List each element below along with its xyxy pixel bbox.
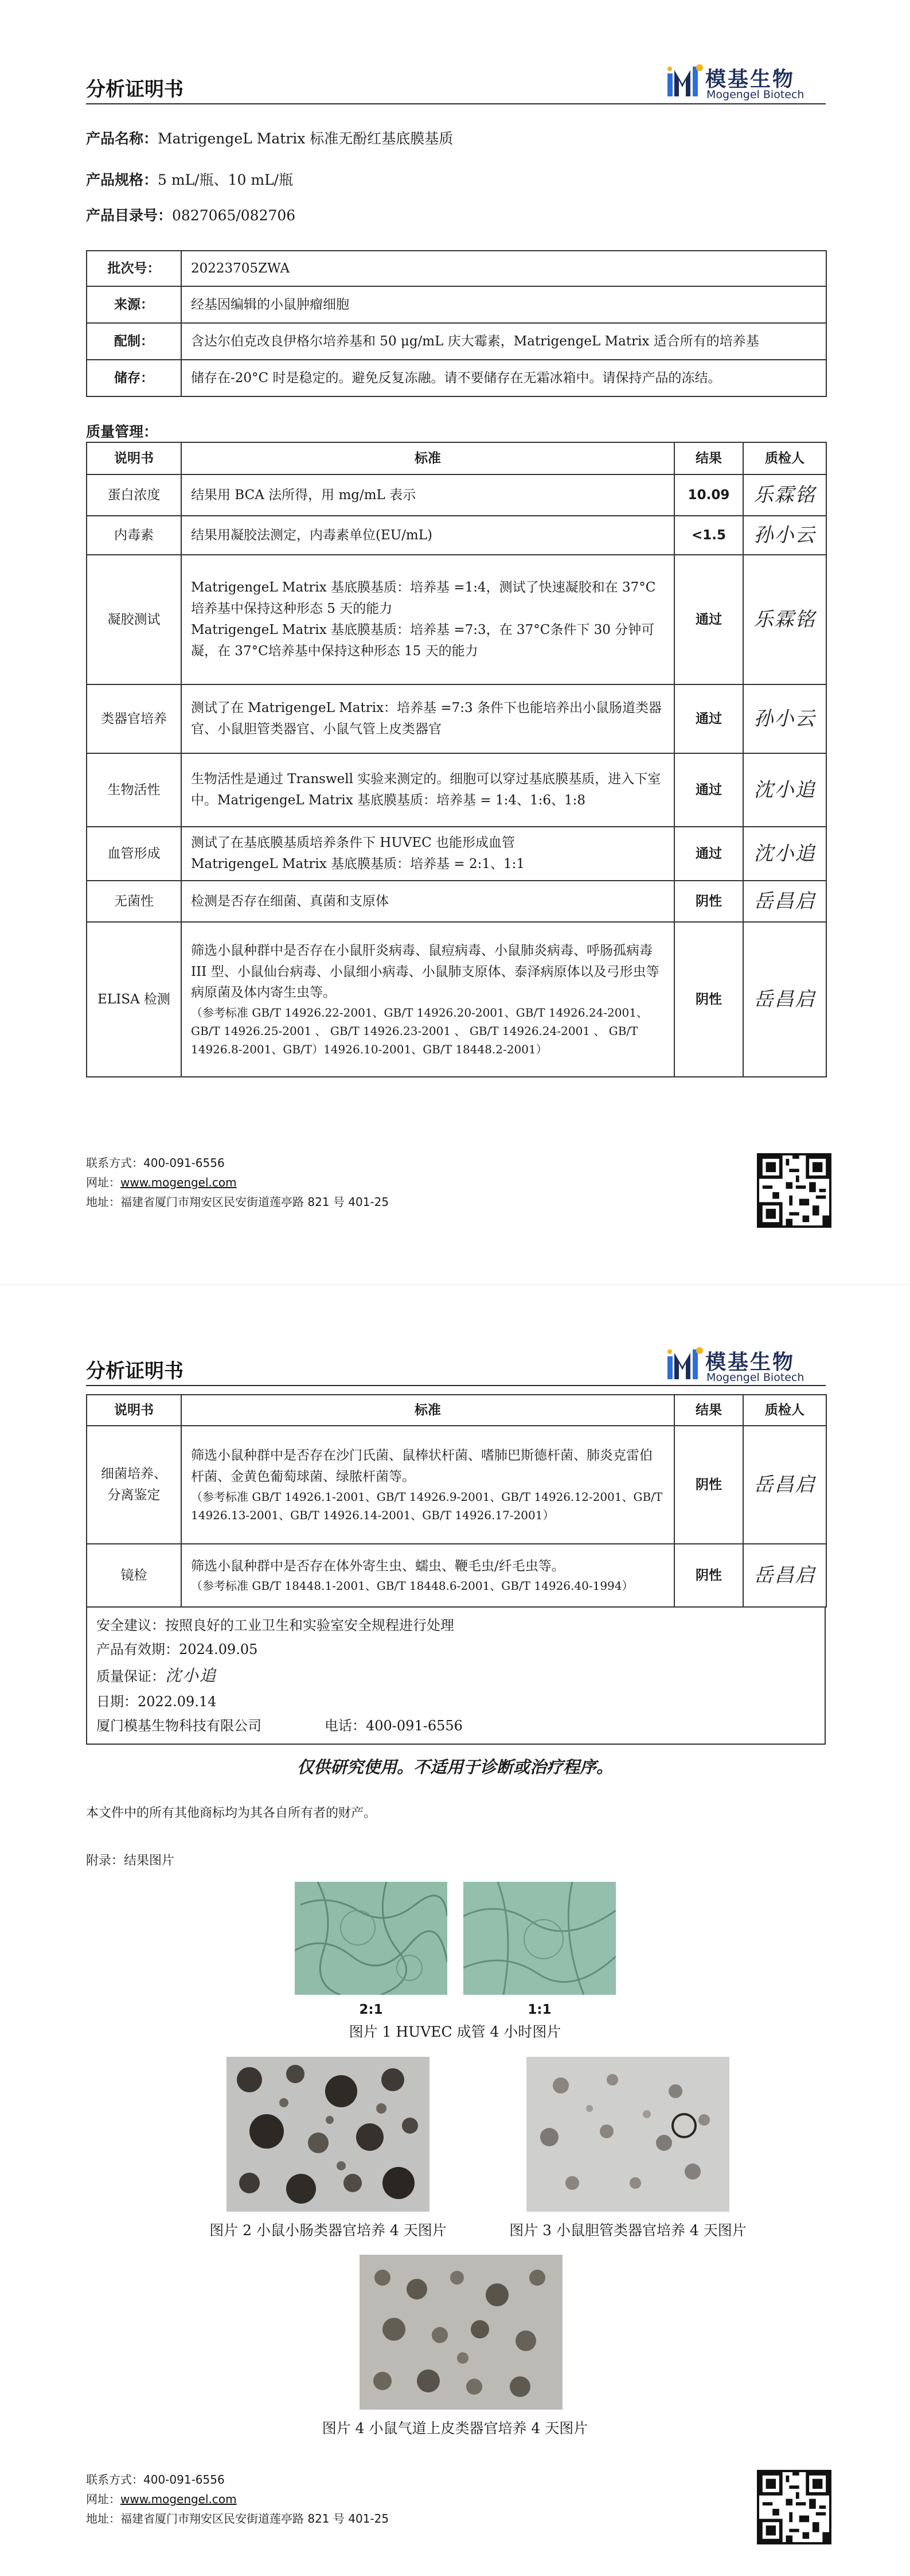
info-row-storage: 储存： 储存在-20°C 时是稳定的。避免反复冻融。请不要储存在无霜冰箱中。请保持产品的冻结。 xyxy=(87,360,826,396)
quality-assurance: 质量保证：沈小追 xyxy=(96,1666,217,1685)
quality-header-row: 说明书 标准 结果 质检人 xyxy=(87,442,826,474)
notice-box xyxy=(86,1608,826,1745)
company-line: 厦门模基生物科技有限公司 电话：400-091-6556 xyxy=(96,1718,463,1734)
info-row-batch: 批次号： 20223705ZWA xyxy=(87,251,826,286)
figure-caption-2: 图片 2 小鼠小肠类器官培养 4 天图片 xyxy=(209,2222,447,2239)
header-divider xyxy=(86,1385,826,1386)
table-row: 无菌性 检测是否存在细菌、真菌和支原体 阴性 岳昌启 xyxy=(87,881,826,922)
table-row: 类器官培养 测试了在 MatrigengeL Matrix：培养基 =7:3 条件下也能培养出小鼠肠道类器官、小鼠胆管类器官、小鼠气管上皮类器官 通过 孙小云 xyxy=(87,684,826,753)
page-title: 分析证明书 xyxy=(86,1360,183,1383)
table-row: 凝胶测试 MatrigengeL Matrix 基底膜基质：培养基 =1:4，测试了快速凝胶和在 37°C培养基中保持这种形态 5 天的能力 MatrigengeL Matrix 基底膜基质：培养基 =7:3，在 37°C条件下 30 分钟可凝，在 37°C培养基中保持这种形态 15 天的能力 通过 乐霖铭 xyxy=(87,555,826,684)
inspector-signature: 岳昌启 xyxy=(743,1426,826,1544)
info-row-formulation: 配制： 含达尔伯克改良伊格尔培养基和 50 μg/mL 庆大霉素，MatrigengeL Matrix 适合所有的培养基 xyxy=(87,323,826,360)
inspector-signature: 岳昌启 xyxy=(743,881,826,922)
quality-table xyxy=(86,442,827,1077)
quality-heading: 质量管理： xyxy=(86,423,158,440)
logo-text-en: Mogengel Biotech xyxy=(706,1371,804,1384)
inspector-signature: 孙小云 xyxy=(743,684,826,753)
huvec-image-2-1 xyxy=(295,1882,447,1995)
logo-text-cn: 模基生物 xyxy=(705,1351,795,1374)
website-link[interactable]: www.mogengel.com xyxy=(120,2492,237,2506)
quality-header-row: 说明书 标准 结果 质检人 xyxy=(87,1395,826,1426)
table-row: 血管形成 测试了在基底膜基质培养条件下 HUVEC 也能形成血管 MatrigengeL Matrix 基底膜基质：培养基 = 2:1、1:1 通过 沈小追 xyxy=(87,827,826,881)
table-row: 生物活性 生物活性是通过 Transwell 实验来测定的。细胞可以穿过基底膜基质，进入下室中。MatrigengeL Matrix 基底膜基质：培养基 = 1:4、1:6、1:8 通过 沈小追 xyxy=(87,753,826,827)
table-row: 细菌培养、分离鉴定 筛选小鼠种群中是否存在沙门氏菌、鼠棒状杆菌、嗜肺巴斯德杆菌、肺炎克雷伯杆菌、金黄色葡萄球菌、绿脓杆菌等。 （参考标准 GB/T 14926.1-2001、GB/T 14926.9-2001、GB/T 14926.12-2001、GB/T 14926.13-2001、GB/T 14926.14-2001、GB/T 14926.17-2001） 阴性 岳昌启 xyxy=(87,1426,826,1544)
company-logo xyxy=(665,1345,831,1385)
footer: 联系方式：400-091-6556 网址：www.mogengel.com 地址：福建省厦门市翔安区民安街道莲亭路 821 号 401-25 xyxy=(86,1156,389,1209)
inspector-signature: 沈小追 xyxy=(743,827,826,881)
table-row: ELISA 检测 筛选小鼠种群中是否存在小鼠肝炎病毒、鼠痘病毒、小鼠肺炎病毒、呼肠孤病毒 III 型、小鼠仙台病毒、小鼠细小病毒、小鼠肺支原体、泰泽病原体以及弓形虫等病原菌及体内寄生虫等。 （参考标准 GB/T 14926.22-2001、GB/T 14926.20-2001、GB/T 14926.24-2001、GB/T 14926.25-2001 、 GB/T 14926.23-2001 、 GB/T 14926.24-2001 、 GB/T 14926.8-2001、GB/T）14926.10-2001、GB/T 18448.2-2001） 阴性 岳昌启 xyxy=(87,922,826,1077)
bile-duct-organoid-image xyxy=(526,2057,729,2212)
page-1 xyxy=(0,0,910,1285)
logo-mark-icon xyxy=(665,1345,705,1385)
research-use-disclaimer: 仅供研究使用。不适用于诊断或治疗程序。 xyxy=(296,1757,613,1777)
huvec-image-1-1 xyxy=(463,1882,616,1995)
airway-organoid-image xyxy=(360,2255,563,2410)
product-info-table xyxy=(86,250,827,397)
table-row: 内毒素 结果用凝胶法测定，内毒素单位(EU/mL) <1.5 孙小云 xyxy=(87,516,826,555)
qr-code-icon xyxy=(757,2470,831,2544)
trademark-note: 本文件中的所有其他商标均为其各自所有者的财产。 xyxy=(86,1806,377,1820)
table-row: 蛋白浓度 结果用 BCA 法所得，用 mg/mL 表示 10.09 乐霖铭 xyxy=(87,474,826,516)
product-catalog: 产品目录号：0827065/082706 xyxy=(86,207,296,224)
footer: 联系方式：400-091-6556 网址：www.mogengel.com 地址：福建省厦门市翔安区民安街道莲亭路 821 号 401-25 xyxy=(86,2473,389,2526)
issue-date: 日期：2022.09.14 xyxy=(96,1694,217,1710)
website-link[interactable]: www.mogengel.com xyxy=(120,1176,237,1189)
header-divider xyxy=(86,103,826,104)
logo-text-en: Mogengel Biotech xyxy=(706,88,804,101)
qa-signature: 沈小追 xyxy=(165,1666,217,1685)
safety-note: 安全建议：按照良好的工业卫生和实验室安全规程进行处理 xyxy=(96,1617,454,1633)
product-name: 产品名称：MatrigengeL Matrix 标准无酚红基底膜基质 xyxy=(86,130,454,147)
ratio-label-a: 2:1 xyxy=(359,2002,383,2017)
expiry-date: 产品有效期：2024.09.05 xyxy=(96,1641,258,1657)
page-title: 分析证明书 xyxy=(86,78,183,101)
quality-table-continued xyxy=(86,1394,827,1608)
qr-code-icon xyxy=(757,1153,831,1228)
table-row: 镜检 筛选小鼠种群中是否存在体外寄生虫、蠕虫、鞭毛虫/纤毛虫等。 （参考标准 GB/T 18448.1-2001、GB/T 18448.6-2001、GB/T 14926.40-1994） 阴性 岳昌启 xyxy=(87,1544,826,1607)
logo-mark-icon xyxy=(665,62,705,102)
attachment-label: 附录：结果图片 xyxy=(86,1854,175,1868)
inspector-signature: 乐霖铭 xyxy=(743,474,826,516)
figure-caption-4: 图片 4 小鼠气道上皮类器官培养 4 天图片 xyxy=(322,2420,588,2437)
inspector-signature: 乐霖铭 xyxy=(743,555,826,684)
product-spec: 产品规格：5 mL/瓶、10 mL/瓶 xyxy=(86,172,294,188)
inspector-signature: 沈小追 xyxy=(743,753,826,827)
figure-caption-3: 图片 3 小鼠胆管类器官培养 4 天图片 xyxy=(509,2222,747,2239)
ratio-label-b: 1:1 xyxy=(528,2002,552,2017)
inspector-signature: 岳昌启 xyxy=(743,1544,826,1607)
company-logo xyxy=(665,62,831,102)
page-2 xyxy=(0,1285,910,2576)
intestinal-organoid-image xyxy=(226,2057,429,2212)
inspector-signature: 岳昌启 xyxy=(743,922,826,1077)
logo-text-cn: 模基生物 xyxy=(705,68,795,91)
figure-caption-1: 图片 1 HUVEC 成管 4 小时图片 xyxy=(349,2024,561,2040)
info-row-source: 来源： 经基因编辑的小鼠肿瘤细胞 xyxy=(87,286,826,323)
inspector-signature: 孙小云 xyxy=(743,516,826,555)
